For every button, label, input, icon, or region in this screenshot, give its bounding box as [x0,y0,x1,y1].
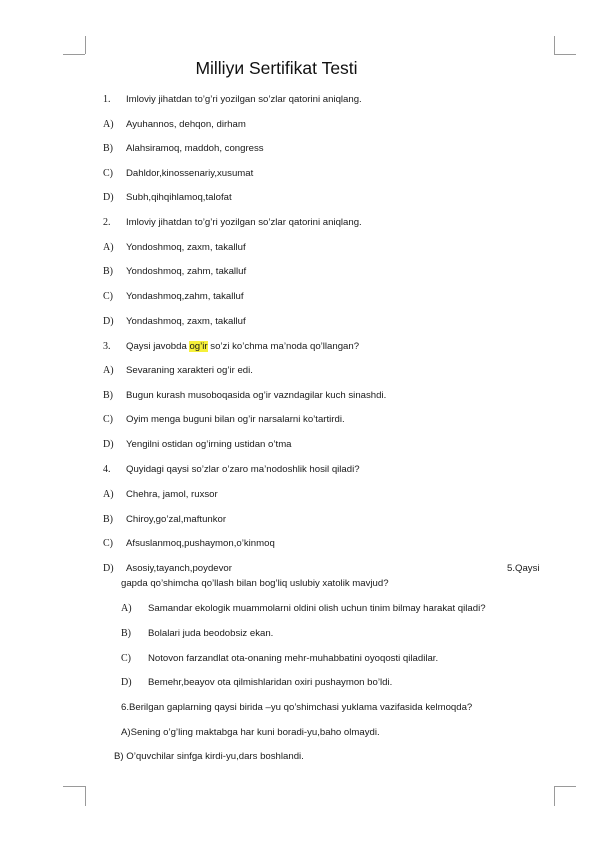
question-text: 6.Berilgan gaplarning qaysi birida –yu qo’shimchasi yuklama vazifasida kelmoqda? [121,702,473,713]
option-text: Chiroy,go’zal,maftunkor [126,514,227,525]
crop-mark-top-left [85,36,86,54]
crop-mark-top-right [554,54,576,55]
option-label: B) [103,514,113,525]
option-label: A) [103,119,114,130]
option-text: Notovon farzandlat ota-onaning mehr-muhabbatini oyoqosti qiladilar. [148,653,439,664]
option-text: Alahsiramoq, maddoh, congress [126,143,264,154]
option-text: B) O’quvchilar sinfga kirdi-yu,dars boshlandi. [114,751,304,762]
option-text: Oyim menga buguni bilan og’ir narsalarni ko’tartirdi. [126,414,345,425]
option-text: Chehra, jamol, ruxsor [126,489,218,500]
option-text: Sevaraning xarakteri og’ir edi. [126,365,253,376]
option-label: B) [121,628,131,639]
question-text-before: Qaysi javobda [126,341,190,352]
highlighted-word: og’ir [189,341,208,352]
crop-mark-bottom-right [554,786,576,787]
option-text: Bolalari juda beodobsiz ekan. [148,628,274,639]
question-text-after: so’zi ko’chma ma’noda qo’llangan? [207,341,360,352]
crop-mark-bottom-left [63,786,85,787]
option-text: Bugun kurash musoboqasida og’ir vazndagilar kuch sinashdi. [126,390,387,401]
option-label: C) [103,414,113,425]
option-label: B) [103,143,113,154]
question-text [126,341,359,353]
option-label: D) [103,316,114,327]
option-text: Bemehr,beayov ota qilmishlaridan oxiri pushaymon bo’ldi. [148,677,393,688]
question-number: 2. [103,217,111,228]
option-label: A) [103,489,114,500]
option-text: Ayuhannos, dehqon, dirham [126,119,246,130]
option-label: A) [103,242,114,253]
option-label: D) [103,192,114,203]
option-label: B) [103,390,113,401]
question-text: Imloviy jihatdan to’g’ri yozilgan so’zlar qatorini aniqlang. [126,217,362,228]
option-text: Asosiy,tayanch,poydevor [126,563,232,574]
page-title: Milliyи Sertifikat Testi [195,58,358,78]
option-text: Yondashmoq, zaxm, takalluf [126,316,246,327]
option-text: Dahldor,kinossenariy,xusumat [126,168,254,179]
question-text: Imloviy jihatdan to’g’ri yozilgan so’zlar qatorini aniqlang. [126,94,362,105]
crop-mark-top-left [63,54,85,55]
option-label: D) [121,677,132,688]
option-label: C) [103,538,113,549]
option-label: A) [121,603,132,614]
option-text: Yondoshmoq, zahm, takalluf [126,266,247,277]
question-text: gapda qo’shimcha qo’llash bilan bog’liq uslubiy xatolik mavjud? [121,578,389,589]
question-text: Quyidagi qaysi so’zlar o’zaro ma’nodoshlik hosil qiladi? [126,464,360,475]
crop-mark-top-right [554,36,555,54]
option-text: Afsuslanmoq,pushaymon,o’kinmoq [126,538,275,549]
question-number: 4. [103,464,111,475]
option-label: D) [103,439,114,450]
option-text: Yondoshmoq, zaxm, takalluf [126,242,246,253]
question-number: 1. [103,94,111,105]
option-label: A) [103,365,114,376]
option-text: Subh,qihqihlamoq,talofat [126,192,232,203]
option-label: B) [103,266,113,277]
option-text: Yondashmoq,zahm, takalluf [126,291,244,302]
question-number: 5.Qaysi [507,563,540,574]
crop-mark-bottom-right [554,786,555,806]
option-label: C) [121,653,131,664]
option-label: C) [103,291,113,302]
option-text: Yengilni ostidan og’irning ustidan o’tma [126,439,292,450]
option-text: A)Sening o’g’ling maktabga har kuni boradi-yu,baho olmaydi. [121,727,380,738]
option-label: D) [103,563,114,574]
option-text: Samandar ekologik muammolarni oldini olish uchun tinim bilmay harakat qiladi? [148,603,486,614]
question-number: 3. [103,341,111,352]
option-label: C) [103,168,113,179]
crop-mark-bottom-left [85,786,86,806]
